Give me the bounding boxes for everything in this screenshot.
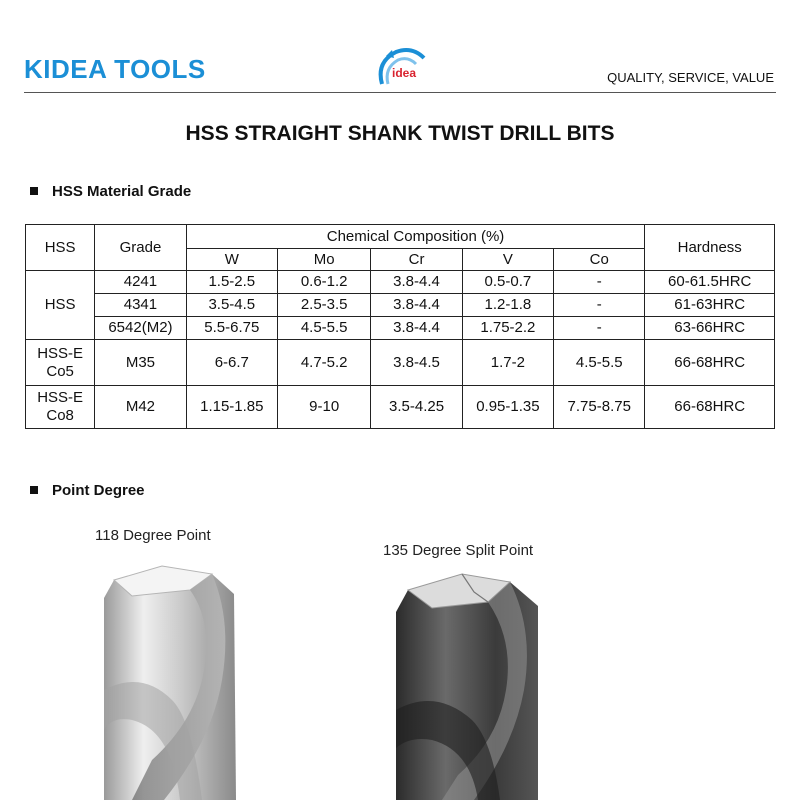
caption-135-split-point: 135 Degree Split Point bbox=[383, 542, 534, 559]
drill-135-split-point-image bbox=[388, 570, 548, 800]
cell-grade: 4341 bbox=[95, 294, 186, 317]
cell-grade: 6542(M2) bbox=[95, 317, 186, 340]
group-name-line2: Co5 bbox=[46, 362, 74, 380]
cell-cr: 3.8-4.5 bbox=[371, 340, 462, 386]
cell-co: - bbox=[554, 294, 645, 317]
table-header-row bbox=[26, 225, 775, 249]
drill-118-degree-image bbox=[92, 560, 252, 800]
page-header bbox=[0, 0, 800, 100]
group-hss-e-co8 bbox=[26, 386, 95, 429]
cell-mo: 0.6-1.2 bbox=[277, 271, 370, 294]
group-name-line1: HSS-E bbox=[37, 389, 84, 406]
page-title: HSS STRAIGHT SHANK TWIST DRILL BITS bbox=[185, 122, 615, 145]
cell-cr: 3.5-4.25 bbox=[371, 386, 462, 429]
cell-hardness: 66-68HRC bbox=[645, 340, 775, 386]
cell-cr: 3.8-4.4 bbox=[371, 317, 462, 340]
group-name-line1: HSS-E bbox=[37, 344, 84, 362]
header-hardness: Hardness bbox=[645, 225, 775, 271]
header-cr: Cr bbox=[371, 249, 462, 271]
cell-v: 1.75-2.2 bbox=[462, 317, 553, 340]
header-mo: Mo bbox=[277, 249, 370, 271]
cell-co: 7.75-8.75 bbox=[554, 386, 645, 429]
table-row bbox=[26, 386, 775, 429]
table-row bbox=[26, 340, 775, 386]
cell-grade: M35 bbox=[95, 340, 186, 386]
header-grade: Grade bbox=[95, 225, 186, 271]
group-name-line2: Co8 bbox=[46, 407, 74, 424]
cell-grade: 4241 bbox=[95, 271, 186, 294]
cell-hardness: 66-68HRC bbox=[645, 386, 775, 429]
table-row bbox=[26, 271, 775, 294]
square-bullet-icon bbox=[30, 486, 38, 494]
section-heading-point bbox=[30, 482, 145, 499]
cell-w: 5.5-6.75 bbox=[186, 317, 277, 340]
header-hss: HSS bbox=[26, 225, 95, 271]
cell-grade: M42 bbox=[95, 386, 186, 429]
material-grade-table bbox=[25, 224, 775, 429]
cell-v: 1.2-1.8 bbox=[462, 294, 553, 317]
header-w: W bbox=[186, 249, 277, 271]
cell-hardness: 60-61.5HRC bbox=[645, 271, 775, 294]
table-row bbox=[26, 317, 775, 340]
cell-cr: 3.8-4.4 bbox=[371, 271, 462, 294]
cell-v: 0.5-0.7 bbox=[462, 271, 553, 294]
group-hss-e-co5 bbox=[26, 340, 95, 386]
section-heading-text: Point Degree bbox=[52, 482, 145, 499]
square-bullet-icon bbox=[30, 187, 38, 195]
header-chemical-composition: Chemical Composition (%) bbox=[186, 225, 645, 249]
cell-mo: 2.5-3.5 bbox=[277, 294, 370, 317]
cell-w: 6-6.7 bbox=[186, 340, 277, 386]
group-hss: HSS bbox=[26, 271, 95, 340]
cell-w: 1.5-2.5 bbox=[186, 271, 277, 294]
cell-v: 1.7-2 bbox=[462, 340, 553, 386]
cell-mo: 9-10 bbox=[277, 386, 370, 429]
table-row bbox=[26, 294, 775, 317]
logo-text: idea bbox=[392, 66, 417, 80]
cell-hardness: 61-63HRC bbox=[645, 294, 775, 317]
cell-co: 4.5-5.5 bbox=[554, 340, 645, 386]
section-heading-text: HSS Material Grade bbox=[52, 183, 192, 200]
cell-co: - bbox=[554, 317, 645, 340]
cell-v: 0.95-1.35 bbox=[462, 386, 553, 429]
cell-w: 1.15-1.85 bbox=[186, 386, 277, 429]
cell-w: 3.5-4.5 bbox=[186, 294, 277, 317]
tagline: QUALITY, SERVICE, VALUE bbox=[607, 70, 774, 85]
header-v: V bbox=[462, 249, 553, 271]
cell-co: - bbox=[554, 271, 645, 294]
header-co: Co bbox=[554, 249, 645, 271]
section-heading-material bbox=[30, 183, 191, 200]
brand-name: KIDEA TOOLS bbox=[24, 54, 206, 84]
caption-118-point: 118 Degree Point bbox=[95, 527, 211, 544]
header-divider bbox=[24, 92, 776, 93]
cell-mo: 4.7-5.2 bbox=[277, 340, 370, 386]
cell-hardness: 63-66HRC bbox=[645, 317, 775, 340]
cell-cr: 3.8-4.4 bbox=[371, 294, 462, 317]
cell-mo: 4.5-5.5 bbox=[277, 317, 370, 340]
